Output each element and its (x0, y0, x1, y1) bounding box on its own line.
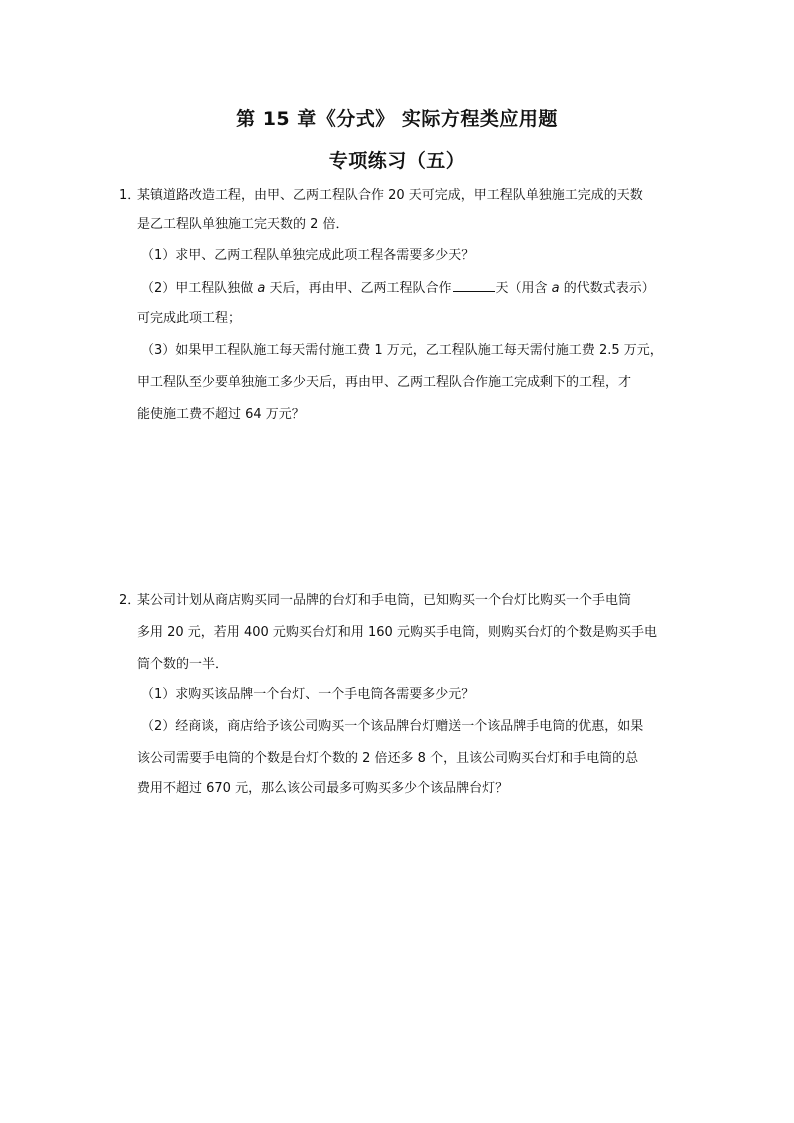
q1-part1: （1）求甲、乙两工程队单独完成此项工程各需要多少天？ (141, 248, 475, 263)
q1-part2-var2: a (551, 281, 560, 296)
q1-part2-var: a (257, 281, 266, 296)
q1-number: 1． (119, 188, 141, 203)
q2-stem-text1: 某公司计划从商店购买同一品牌的台灯和手电筒，已知购买一个台灯比购买一个手电筒 (137, 593, 632, 608)
q1-part2-after: 天（用含 (495, 281, 552, 296)
q2-part2-line3: 费用不超过 670 元，那么该公司最多可购买多少个该品牌台灯？ (137, 781, 509, 796)
page-title: 第 15 章《分式》 实际方程类应用题 (236, 108, 558, 130)
q1-stem-line1 (119, 187, 643, 205)
q2-stem-line2: 多用 20 元，若用 400 元购买台灯和用 160 元购买手电筒，则购买台灯的个数是购买手电 (137, 625, 657, 640)
q1-part2-before: （2）甲工程队独做 (141, 281, 258, 296)
q2-stem-line1 (119, 592, 631, 610)
q2-part2-line2: 该公司需要手电筒的个数是台灯个数的 2 倍还多 8 个，且该公司购买台灯和手电筒的总 (137, 751, 639, 766)
q1-part3-line2: 甲工程队至少要单独施工多少天后，再由甲、乙两工程队合作施工完成剩下的工程，才 (137, 375, 632, 390)
q2-part1: （1）求购买该品牌一个台灯、一个手电筒各需要多少元？ (141, 687, 475, 702)
q1-part2-line2: 可完成此项工程； (137, 311, 242, 326)
q1-part2-mid: 天后，再由甲、乙两工程队合作 (265, 281, 452, 296)
q1-part2-end: 的代数式表示） (559, 281, 655, 296)
q2-number: 2． (119, 593, 141, 608)
q1-part3-line1: （3）如果甲工程队施工每天需付施工费 1 万元，乙工程队施工每天需付施工费 2.5 万元， (141, 343, 663, 358)
page-subtitle: 专项练习（五） (328, 150, 466, 172)
q1-stem-line2: 是乙工程队单独施工完天数的 2 倍． (137, 217, 349, 232)
q1-stem-text1: 某镇道路改造工程，由甲、乙两工程队合作 20 天可完成，甲工程队单独施工完成的天数 (137, 188, 643, 203)
q2-part2-line1: （2）经商谈，商店给予该公司购买一个该品牌台灯赠送一个该品牌手电筒的优惠，如果 (141, 719, 644, 734)
q1-part2-line1 (141, 279, 655, 298)
q1-part2-answer-blank[interactable] (453, 279, 495, 292)
q2-stem-line3: 筒个数的一半． (137, 657, 229, 672)
q1-part3-line3: 能使施工费不超过 64 万元？ (137, 407, 305, 422)
